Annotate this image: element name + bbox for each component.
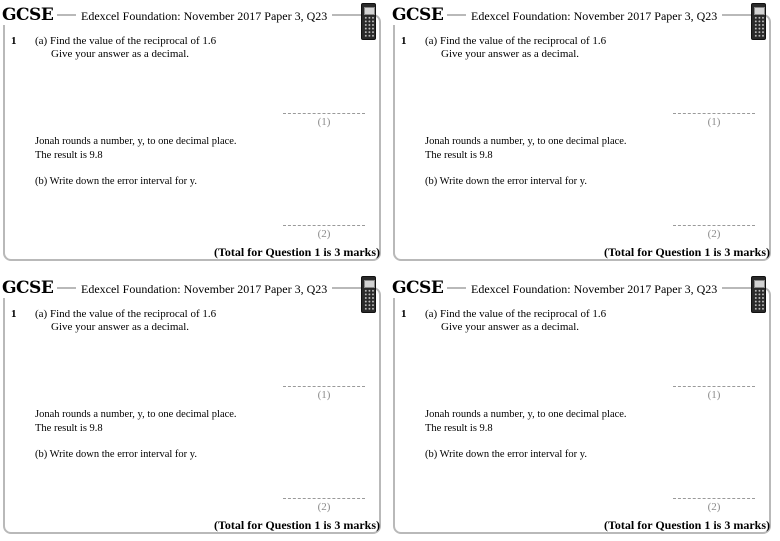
part-b: (b) Write down the error interval for y. <box>425 449 587 460</box>
part-b: (b) Write down the error interval for y. <box>425 176 587 187</box>
context-line2: The result is 9.8 <box>425 150 493 161</box>
header-title: Edexcel Foundation: November 2017 Paper 3, Q23 <box>76 8 332 24</box>
part-a <box>35 35 216 61</box>
marks-a: (1) <box>317 389 331 401</box>
answer-line-b <box>283 225 365 226</box>
question-number: 1 <box>401 35 407 47</box>
context-line1: Jonah rounds a number, y, to one decimal place. <box>425 136 627 147</box>
marks-b: (2) <box>317 501 331 513</box>
question-card-1 <box>0 0 386 268</box>
calculator-icon <box>361 3 376 40</box>
marks-b: (2) <box>317 228 331 240</box>
part-a-line2: Give your answer as a decimal. <box>51 321 190 333</box>
gcse-label: GCSE <box>2 278 57 298</box>
context-line2: The result is 9.8 <box>35 150 103 161</box>
question-card-2 <box>390 0 776 268</box>
part-b: (b) Write down the error interval for y. <box>35 176 197 187</box>
context-line1: Jonah rounds a number, y, to one decimal place. <box>35 136 237 147</box>
part-a-line1: (a) Find the value of the reciprocal of 1.6 <box>35 35 217 47</box>
gcse-label: GCSE <box>392 5 447 25</box>
context-line2: The result is 9.8 <box>35 423 103 434</box>
header-title: Edexcel Foundation: November 2017 Paper 3, Q23 <box>466 8 722 24</box>
marks-a: (1) <box>317 116 331 128</box>
total-marks: (Total for Question 1 is 3 marks) <box>603 518 770 532</box>
context-line1: Jonah rounds a number, y, to one decimal place. <box>425 409 627 420</box>
question-number: 1 <box>11 308 17 320</box>
marks-b: (2) <box>707 228 721 240</box>
part-a <box>35 308 216 334</box>
question-card-4 <box>390 273 776 541</box>
part-a <box>425 35 606 61</box>
header-title: Edexcel Foundation: November 2017 Paper 3, Q23 <box>466 281 722 297</box>
part-a-line2: Give your answer as a decimal. <box>441 321 580 333</box>
part-b: (b) Write down the error interval for y. <box>35 449 197 460</box>
answer-line-a <box>283 113 365 114</box>
part-a-line1: (a) Find the value of the reciprocal of 1.6 <box>425 308 607 320</box>
calculator-icon <box>751 3 766 40</box>
calculator-icon <box>751 276 766 313</box>
context-line2: The result is 9.8 <box>425 423 493 434</box>
part-a-line1: (a) Find the value of the reciprocal of 1.6 <box>35 308 217 320</box>
context-line1: Jonah rounds a number, y, to one decimal place. <box>35 409 237 420</box>
part-a <box>425 308 606 334</box>
calculator-icon <box>361 276 376 313</box>
answer-line-a <box>283 386 365 387</box>
part-a-line2: Give your answer as a decimal. <box>51 48 190 60</box>
answer-line-a <box>673 113 755 114</box>
question-number: 1 <box>11 35 17 47</box>
gcse-label: GCSE <box>2 5 57 25</box>
question-card-3 <box>0 273 386 541</box>
marks-a: (1) <box>707 389 721 401</box>
header-title: Edexcel Foundation: November 2017 Paper 3, Q23 <box>76 281 332 297</box>
total-marks: (Total for Question 1 is 3 marks) <box>213 245 380 259</box>
part-a-line2: Give your answer as a decimal. <box>441 48 580 60</box>
answer-line-b <box>673 225 755 226</box>
answer-line-a <box>673 386 755 387</box>
answer-line-b <box>673 498 755 499</box>
marks-b: (2) <box>707 501 721 513</box>
marks-a: (1) <box>707 116 721 128</box>
total-marks: (Total for Question 1 is 3 marks) <box>603 245 770 259</box>
gcse-label: GCSE <box>392 278 447 298</box>
question-number: 1 <box>401 308 407 320</box>
part-a-line1: (a) Find the value of the reciprocal of 1.6 <box>425 35 607 47</box>
total-marks: (Total for Question 1 is 3 marks) <box>213 518 380 532</box>
answer-line-b <box>283 498 365 499</box>
